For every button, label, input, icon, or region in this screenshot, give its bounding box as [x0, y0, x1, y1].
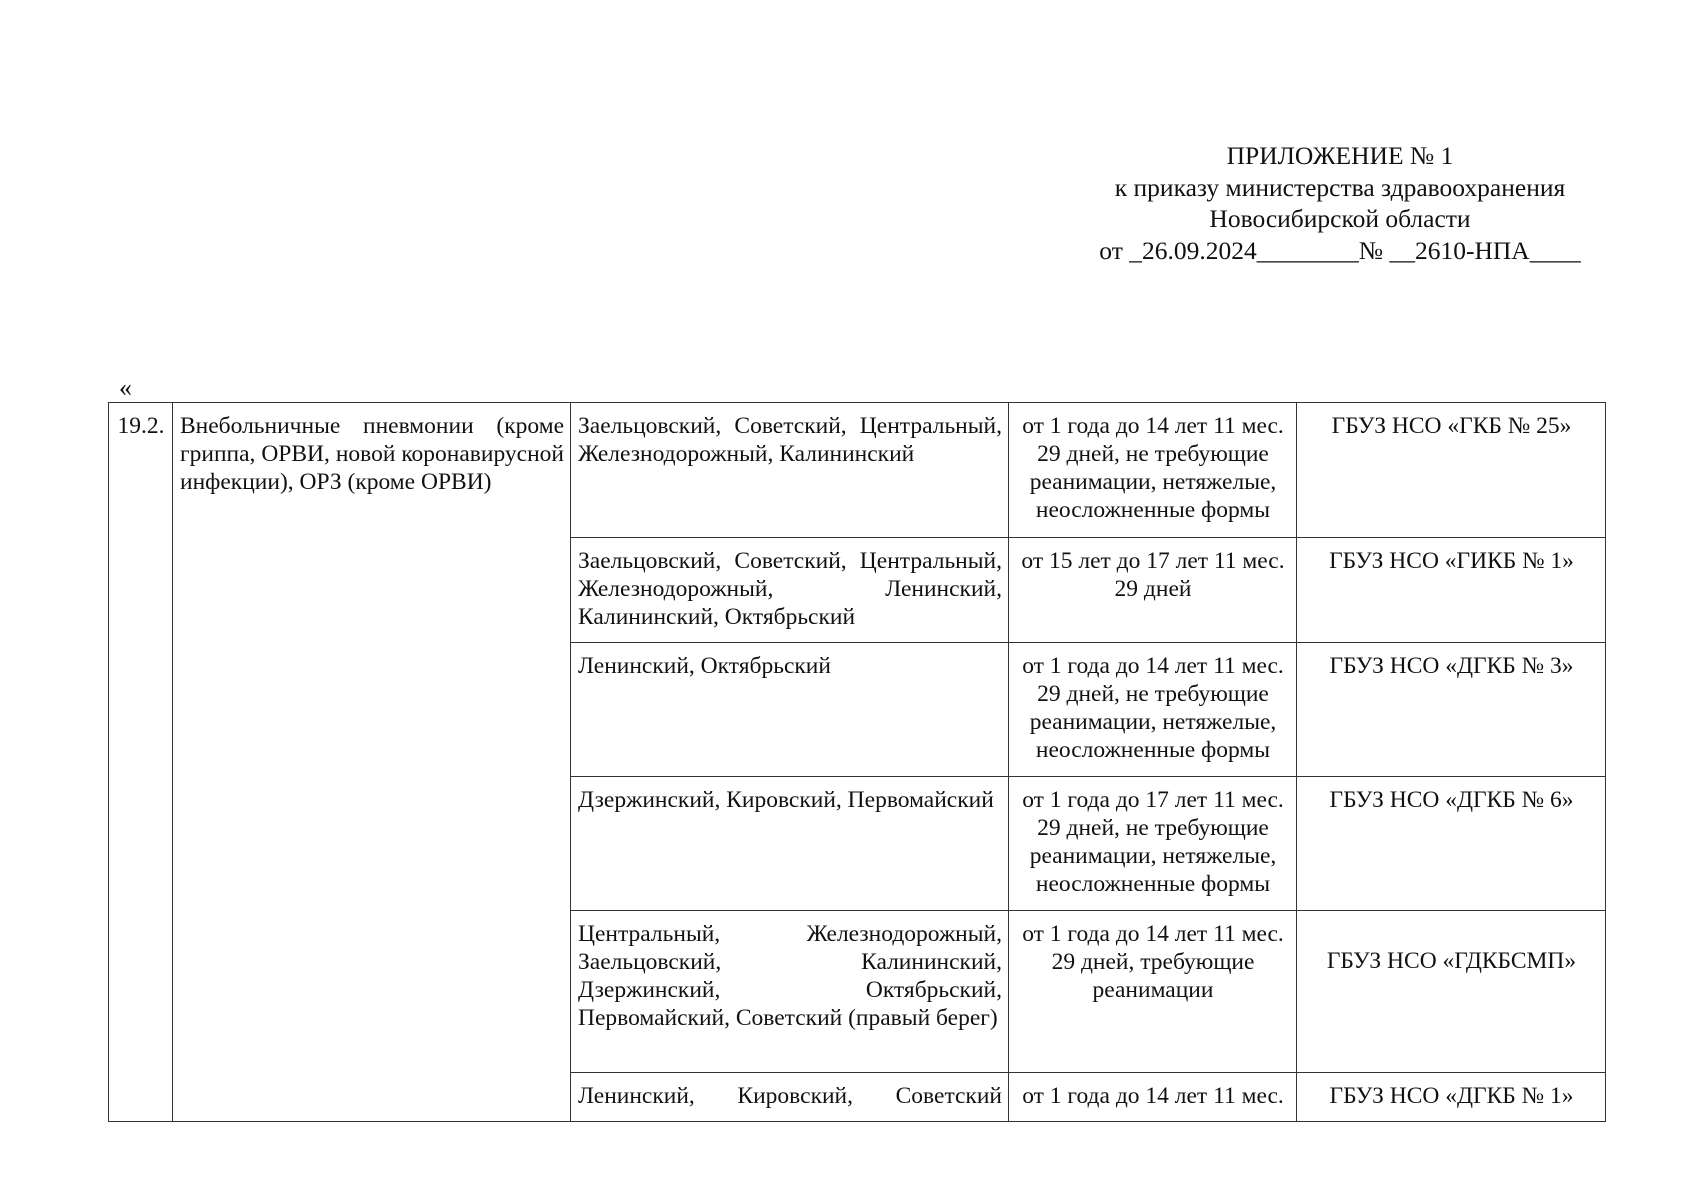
age-cell: от 1 года до 14 лет 11 мес. 29 дней, не требующие реанимации, нетяжелые, неосложненные формы [1009, 643, 1297, 777]
age-cell: от 1 года до 14 лет 11 мес. 29 дней, не требующие реанимации, нетяжелые, неосложненные формы [1009, 403, 1297, 538]
organization-cell: ГБУЗ НСО «ДГКБ № 1» [1297, 1073, 1606, 1122]
routing-table [108, 402, 1606, 1122]
districts-cell: Ленинский, Кировский, Советский [571, 1073, 1009, 1122]
date-prefix: от [1099, 235, 1130, 265]
organization-cell: ГБУЗ НСО «ГДКБСМП» [1297, 911, 1606, 1073]
organization-cell: ГБУЗ НСО «ДГКБ № 3» [1297, 643, 1606, 777]
age-cell: от 1 года до 14 лет 11 мес. 29 дней, требующие реанимации [1009, 911, 1297, 1073]
age-cell: от 15 лет до 17 лет 11 мес. 29 дней [1009, 538, 1297, 643]
table-row [109, 403, 1606, 538]
districts-cell: Заельцовский, Советский, Центральный, Железнодорожный, Ленинский, Калининский, Октябрьский [571, 538, 1009, 643]
age-cell: от 1 года до 14 лет 11 мес. [1009, 1073, 1297, 1122]
diagnosis-cell: Внебольничные пневмонии (кроме гриппа, ОРВИ, новой коронавирусной инфекции), ОРЗ (кроме ОРВИ) [173, 403, 571, 1122]
organization-cell: ГБУЗ НСО «ГИКБ № 1» [1297, 538, 1606, 643]
age-cell: от 1 года до 17 лет 11 мес. 29 дней, не требующие реанимации, нетяжелые, неосложненные формы [1009, 777, 1297, 911]
row-number-cell: 19.2. [109, 403, 173, 1122]
districts-cell: Ленинский, Октябрьский [571, 643, 1009, 777]
organization-cell: ГБУЗ НСО «ДГКБ № 6» [1297, 777, 1606, 911]
appendix-date-line [1060, 235, 1620, 267]
appendix-title: ПРИЛОЖЕНИЕ № 1 [1226, 141, 1454, 170]
order-number: __2610-НПА____ [1389, 235, 1581, 265]
number-prefix: № [1358, 235, 1390, 265]
appendix-region-line: Новосибирской области [1209, 204, 1471, 233]
appendix-header [1060, 140, 1620, 266]
districts-cell: Заельцовский, Советский, Центральный, Железнодорожный, Калининский [571, 403, 1009, 538]
appendix-order-line: к приказу министерства здравоохранения [1114, 172, 1566, 202]
opening-quote-mark: « [119, 373, 132, 402]
districts-cell: Центральный, Железнодорожный, Заельцовский, Калининский, Дзержинский, Октябрьский, Первомайский, Советский (правый берег) [571, 911, 1009, 1073]
organization-cell: ГБУЗ НСО «ГКБ № 25» [1297, 403, 1606, 538]
districts-cell: Дзержинский, Кировский, Первомайский [571, 777, 1009, 911]
order-date: _26.09.2024________ [1129, 235, 1359, 265]
